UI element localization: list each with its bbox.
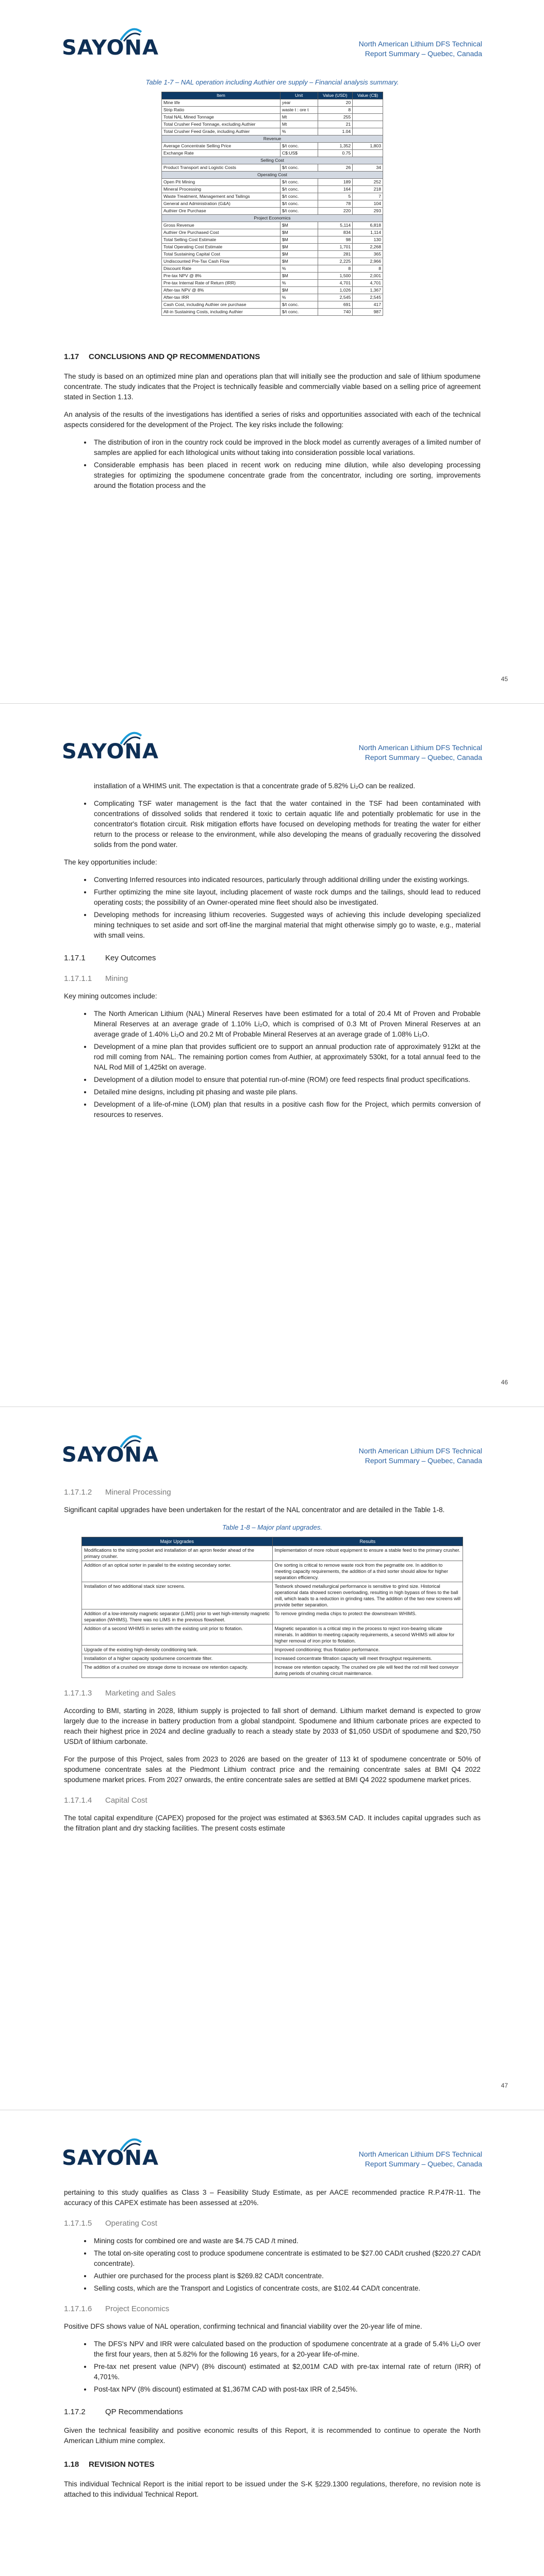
table-row: [162, 280, 383, 287]
table-cell: Magnetic separation is a critical step in the process to reject iron-bearing silicate minerals. In addition to meeting capacity requirements, a second WHIMS will allow for higher removal of iron prior to flotation.: [272, 1624, 463, 1646]
table-cell: 78: [318, 200, 353, 208]
table-cell: 220: [318, 208, 353, 215]
table-cell: 1,701: [318, 244, 353, 251]
table-header: Unit: [280, 92, 318, 99]
table-cell: year: [280, 99, 318, 107]
table-cell: 2,545: [353, 294, 383, 301]
table-cell: 1,500: [318, 273, 353, 280]
list-item: • The DFS's NPV and IRR were calculated based on the production of spodumene concentrate at a grade of 5.4% Li₂O over the first four years, then at 5.82% for the following 16 years, for a 20-year life-of-mine.: [92, 2339, 481, 2360]
table-header: Item: [162, 92, 281, 99]
table-cell: 8: [353, 265, 383, 273]
table-cell: Addition of a second WHIMS in series with the existing unit prior to flotation.: [82, 1624, 273, 1646]
table-row: [82, 1582, 463, 1609]
table-header: Value (USD): [318, 92, 353, 99]
opportunities-intro: The key opportunities include:: [64, 858, 157, 866]
mining-outcomes-list: [64, 1009, 481, 1120]
table-cell: $/t conc.: [280, 143, 318, 150]
page-46: [0, 703, 544, 1406]
table-cell: 987: [353, 309, 383, 316]
table-cell: General and Administration (G&A): [162, 200, 281, 208]
table-section-label: Selling Cost: [162, 157, 383, 164]
table-row: [162, 99, 383, 107]
table-cell: 26: [318, 164, 353, 172]
table-cell: 293: [353, 208, 383, 215]
table-row: [162, 128, 383, 135]
table-cell: 8: [318, 265, 353, 273]
table-row: [162, 251, 383, 258]
revision-notes-paragraph: This individual Technical Report is the initial report to be issued under the S-K §229.1300 regulations, therefore, no revision note is attached to this individual Technical Report.: [64, 2480, 481, 2498]
table-cell: 4,701: [353, 280, 383, 287]
operating-cost-list: [64, 2236, 481, 2294]
table-cell: 4,701: [318, 280, 353, 287]
table-cell: Upgrade of the existing high-density conditioning tank.: [82, 1646, 273, 1654]
economics-paragraph: Positive DFS shows value of NAL operation, confirming technical and financial viability over the 20-year life of mine.: [64, 2323, 422, 2330]
table-cell: Total NAL Mined Tonnage: [162, 114, 281, 121]
capex-continued-paragraph: pertaining to this study qualifies as Class 3 – Feasibility Study Estimate, as per AACE recommended practice R.P.47R-11. The accuracy of this CAPEX estimate has been assessed at ±20%.: [64, 2189, 481, 2207]
list-item: • The distribution of iron in the country rock could be improved in the block model as currently averages of a limited number of samples are applied for each lithological units without taking into consideration possible local variations.: [92, 437, 481, 458]
table-cell: Cash Cost, including Authier ore purchase: [162, 301, 281, 309]
list-item: • Pre-tax net present value (NPV) (8% discount) estimated at $2,001M CAD with pre-tax internal rate of return (IRR) of 4,701%.: [92, 2362, 481, 2382]
table-cell: Undiscounted Pre-Tax Cash Flow: [162, 258, 281, 265]
table-section-label: Project Economics: [162, 215, 383, 222]
major-plant-upgrades-table: [81, 1537, 463, 1678]
sayona-logo: SAYONA: [62, 2146, 159, 2170]
table-row: [82, 1663, 463, 1678]
table-cell: 252: [353, 179, 383, 186]
table-cell: $M: [280, 236, 318, 244]
table-cell: %: [280, 280, 318, 287]
table-cell: $M: [280, 222, 318, 229]
page-header: [0, 704, 544, 781]
table-cell: Installation of a higher capacity spodumene concentrate filter.: [82, 1654, 273, 1663]
table-cell: 1.04: [318, 128, 353, 135]
table-cell: waste t : ore t: [280, 107, 318, 114]
table-section-row: [162, 172, 383, 179]
table-cell: [353, 99, 383, 107]
key-risks-list: [64, 437, 481, 491]
table-cell: 98: [318, 236, 353, 244]
page-47: [0, 1406, 544, 2110]
report-title: North American Lithium DFS Technical Report Summary – Quebec, Canada: [358, 2150, 482, 2168]
table-cell: %: [280, 294, 318, 301]
table-cell: Installation of two additional stack sizer screens.: [82, 1582, 273, 1609]
table-row: [162, 244, 383, 251]
table-cell: C$:US$: [280, 150, 318, 157]
table-cell: To remove grinding media chips to protect the downstream WHIMS.: [272, 1609, 463, 1624]
table-cell: Total Sustaining Capital Cost: [162, 251, 281, 258]
page-number: 47: [501, 2082, 508, 2089]
report-title: North American Lithium DFS Technical Report Summary – Quebec, Canada: [358, 1447, 482, 1465]
table-row: [162, 107, 383, 114]
table-cell: $M: [280, 244, 318, 251]
table-cell: 255: [318, 114, 353, 121]
table-cell: Waste Treatment, Management and Tailings: [162, 193, 281, 200]
table-cell: 130: [353, 236, 383, 244]
list-item: • Considerable emphasis has been placed in recent work on reducing mine dilution, while also developing processing strategies for optimizing the spodumene concentrate grade from the concentrator, including ore sorting, improvements around the flotation process and the: [92, 460, 481, 491]
sayona-logo: SAYONA: [62, 1443, 159, 1467]
list-item: • Development of a mine plan that provides sufficient ore to support an annual production rate of approximately 912kt at the rod mill coming from NAL. The remaining portion comes from Authier, at approximately 530kt, for a total annual feed to the NAL Rod Mill of 1,425kt on average.: [92, 1042, 481, 1073]
table-row: [82, 1546, 463, 1561]
table-cell: After-tax NPV @ 8%: [162, 287, 281, 294]
table-cell: 2,225: [318, 258, 353, 265]
list-item: • Mining costs for combined ore and waste are $4.75 CAD /t mined.: [92, 2236, 481, 2246]
table-row: [162, 301, 383, 309]
section-1-17-1-5-heading: 1.17.1.5 Operating Cost: [64, 2219, 157, 2228]
table-cell: The addition of a crushed ore storage dome to increase ore retention capacity.: [82, 1663, 273, 1678]
list-item: • Development of a life-of-mine (LOM) plan that results in a positive cash flow for the Project, which permits conversion of resources to reserves.: [92, 1099, 481, 1120]
table-cell: 1,367: [353, 287, 383, 294]
marketing-paragraph-1: According to BMI, starting in 2028, lithium supply is projected to fall short of demand. Lithium market demand is expected to grow largely due to the increase in battery production from a global standpoint. Spodumene and lithium carbonate prices are expected to reach their highest price in 2024 and decline gradually to reach a steady state by 2033 of $1,050 USD/t of spodumene and $20,750 USD/t of lithium carbonate.: [64, 1707, 481, 1745]
section-1-17-1-heading: 1.17.1 Key Outcomes: [64, 954, 156, 962]
table-cell: Testwork showed metallurgical performance is sensitive to grind size. Historical operational data showed screen overloading, resulting in high bypass of fines to the ball mill, which leads to a reduction in grinding rates. The addition of the two new screens will provide better separation.: [272, 1582, 463, 1609]
table-cell: Increased concentrate filtration capacity will meet throughput requirements.: [272, 1654, 463, 1663]
table-cell: Total Crusher Feed Grade, including Authier: [162, 128, 281, 135]
table-cell: Exchange Rate: [162, 150, 281, 157]
table-cell: 2,001: [353, 273, 383, 280]
processing-paragraph: Significant capital upgrades have been undertaken for the restart of the NAL concentrator and are detailed in the Table 1-8.: [64, 1506, 445, 1514]
table-cell: 691: [318, 301, 353, 309]
table-cell: 1,114: [353, 229, 383, 236]
table-cell: 365: [353, 251, 383, 258]
table-section-label: Operating Cost: [162, 172, 383, 179]
table-row: [162, 114, 383, 121]
table-cell: 417: [353, 301, 383, 309]
list-item: • Further optimizing the mine site layout, including placement of waste rock dumps and the tailings, should lead to reduced operating costs; the possibility of an Owner-operated mine fleet should also be investigated.: [92, 887, 481, 908]
table-row: [82, 1561, 463, 1582]
page-header: [0, 2110, 544, 2188]
economics-list: [64, 2339, 481, 2395]
table-section-row: [162, 215, 383, 222]
table-row: [162, 294, 383, 301]
table-row: [162, 164, 383, 172]
table-cell: Implementation of more robust equipment to ensure a stable feed to the primary crusher.: [272, 1546, 463, 1561]
table-cell: Strip Ratio: [162, 107, 281, 114]
table-cell: 281: [318, 251, 353, 258]
table-cell: 6,818: [353, 222, 383, 229]
table-header: Results: [272, 1537, 463, 1546]
capex-paragraph: The total capital expenditure (CAPEX) proposed for the project was estimated at $363.5M CAD. It includes capital upgrades such as the filtration plant and dry stacking facilities. The present costs estimate: [64, 1814, 481, 1832]
list-item: • Development of a dilution model to ensure that potential run-of-mine (ROM) ore feed respects final product specifications.: [92, 1075, 481, 1085]
table-cell: [353, 121, 383, 128]
table-header: Major Upgrades: [82, 1537, 273, 1546]
table-cell: 21: [318, 121, 353, 128]
table-row: [162, 143, 383, 150]
table-cell: Discount Rate: [162, 265, 281, 273]
section-1-17-1-2-heading: 1.17.1.2 Mineral Processing: [64, 1488, 171, 1497]
table-row: [82, 1609, 463, 1624]
page-48: [0, 2110, 544, 2576]
page-number: 46: [501, 1379, 508, 1386]
table-cell: %: [280, 265, 318, 273]
table-cell: [353, 114, 383, 121]
section-1-17-1-4-heading: 1.17.1.4 Capital Cost: [64, 1796, 147, 1805]
table-cell: Addition of an optical sorter in parallel to the existing secondary sorter.: [82, 1561, 273, 1582]
table-cell: 1,352: [318, 143, 353, 150]
table-row: [162, 265, 383, 273]
table-cell: Pre-tax NPV @ 8%: [162, 273, 281, 280]
table-row: [162, 236, 383, 244]
list-item: • The North American Lithium (NAL) Mineral Reserves have been estimated for a total of 20.4 Mt of Proven and Probable Mineral Reserves at an average grade of 1.10% Li₂O, which is comprised of 0.3 Mt of Proven Mineral Reserves at an average grade of 1.40% Li₂O and 20.2 Mt of Probable Mineral Reserves at an average grade of 1.08% Li₂O.: [92, 1009, 481, 1040]
table-cell: 218: [353, 186, 383, 193]
table-cell: All-in Sustaining Costs, including Authier: [162, 309, 281, 316]
table-cell: Authier Ore Purchase: [162, 208, 281, 215]
page-header: [0, 1407, 544, 1484]
table-cell: $M: [280, 258, 318, 265]
table-cell: 5: [318, 193, 353, 200]
table-cell: 740: [318, 309, 353, 316]
table-row: [162, 121, 383, 128]
table-cell: Ore sorting is critical to remove waste rock from the pegmatite ore. In addition to meeting capacity requirements, the addition of a third sorter should allow for higher separation efficiency.: [272, 1561, 463, 1582]
table-cell: Open Pit Mining: [162, 179, 281, 186]
table-cell: $M: [280, 229, 318, 236]
marketing-paragraph-2: For the purpose of this Project, sales from 2023 to 2026 are based on the greater of 113 kt of spodumene concentrate or 50% of spodumene concentrate sales at the Piedmont Lithium contract price and the remaining concentrate sales at BMI Q4 2022 spodumene market prices. From 2027 onwards, the entire concentrate sales are settled at BMI Q4 2022 spodumene market prices.: [64, 1755, 481, 1784]
table-cell: $M: [280, 251, 318, 258]
section-1-17-1-3-heading: 1.17.1.3 Marketing and Sales: [64, 1689, 176, 1698]
section-1-17-1-1-heading: 1.17.1.1 Mining: [64, 974, 128, 983]
table-row: [162, 150, 383, 157]
table-cell: 0.75: [318, 150, 353, 157]
table-cell: Modifications to the sizing pocket and installation of an apron feeder ahead of the primary crusher.: [82, 1546, 273, 1561]
table-cell: Mineral Processing: [162, 186, 281, 193]
table-cell: 2,545: [318, 294, 353, 301]
table-cell: $M: [280, 273, 318, 280]
list-item: • Detailed mine designs, including pit phasing and waste pile plans.: [92, 1087, 481, 1097]
table-cell: 8: [318, 107, 353, 114]
table-cell: 189: [318, 179, 353, 186]
table-cell: 2,966: [353, 258, 383, 265]
table-cell: Increase ore retention capacity. The crushed ore pile will feed the rod mill feed conveyor during periods of crushing circuit maintenance.: [272, 1663, 463, 1678]
table-cell: Mt: [280, 114, 318, 121]
section-1-18-heading: 1.18 REVISION NOTES: [64, 2460, 155, 2469]
table-header: Value (C$): [353, 92, 383, 99]
table-row: [162, 208, 383, 215]
table-cell: $M: [280, 287, 318, 294]
table-cell: Average Concentrate Selling Price: [162, 143, 281, 150]
logo-swoosh-icon: [120, 27, 142, 42]
table-row: [82, 1624, 463, 1646]
financial-summary-table: [161, 92, 383, 316]
table-cell: $/t conc.: [280, 179, 318, 186]
table-row: [162, 287, 383, 294]
logo-swoosh-icon: [120, 2137, 142, 2153]
list-item: • Developing methods for increasing lithium recoveries. Suggested ways of achieving this include developing specialized mining techniques to set aside and sort off-line the marginal material that might otherwise simply go to waste, e.g., material with small veins.: [92, 910, 481, 941]
table-cell: 1,026: [318, 287, 353, 294]
table-cell: 104: [353, 200, 383, 208]
table-cell: [353, 128, 383, 135]
table-cell: After-tax IRR: [162, 294, 281, 301]
section-1-17-1-6-heading: 1.17.1.6 Project Economics: [64, 2304, 170, 2313]
table-cell: $/t conc.: [280, 186, 318, 193]
table-cell: %: [280, 128, 318, 135]
section-1-17-heading: 1.17 CONCLUSIONS AND QP RECOMMENDATIONS: [64, 352, 260, 361]
list-item: • Authier ore purchased for the process plant is $269.82 CAD/t concentrate.: [92, 2271, 481, 2281]
table-cell: 5,114: [318, 222, 353, 229]
table-cell: [353, 107, 383, 114]
table-cell: [353, 150, 383, 157]
report-title: North American Lithium DFS Technical Report Summary – Quebec, Canada: [358, 743, 482, 761]
table-cell: Improved conditioning; thus flotation performance.: [272, 1646, 463, 1654]
table-cell: Mt: [280, 121, 318, 128]
table-row: [162, 179, 383, 186]
table-row: [82, 1646, 463, 1654]
table-cell: $/t conc.: [280, 301, 318, 309]
table-cell: 20: [318, 99, 353, 107]
list-item: • The total on-site operating cost to produce spodumene concentrate is estimated to be $27.00 CAD/t crushed ($220.27 CAD/t concentrate).: [92, 2248, 481, 2269]
sayona-logo: SAYONA: [62, 36, 159, 60]
table-cell: 1,803: [353, 143, 383, 150]
mining-intro: Key mining outcomes include:: [64, 992, 157, 1000]
table-row: [162, 258, 383, 265]
table-section-row: [162, 135, 383, 143]
table-cell: 834: [318, 229, 353, 236]
page-number: 45: [501, 675, 508, 683]
table-row: [162, 186, 383, 193]
tsf-list: [64, 799, 481, 850]
table-cell: Addition of a low-intensity magnetic separator (LIMS) prior to wet high-intensity magnetic separation (WHIMS). There was no LIMS in the previous flowsheet.: [82, 1609, 273, 1624]
opportunities-list: [64, 875, 481, 941]
section-1-17-2-heading: 1.17.2 QP Recommendations: [64, 2408, 183, 2416]
page-header: [0, 0, 544, 77]
table-row: [162, 200, 383, 208]
conclusions-paragraph-2: An analysis of the results of the investigations has identified a series of risks and opportunities associated with each of the technical aspects considered for the development of the Project. The key risks include the following:: [64, 411, 481, 429]
report-title: North American Lithium DFS Technical Report Summary – Quebec, Canada: [358, 40, 482, 58]
table-row: [162, 229, 383, 236]
qp-recommendations-paragraph: Given the technical feasibility and positive economic results of this Report, it is recommended to continue to operate the North American Lithium mine complex.: [64, 2427, 481, 2445]
table-section-row: [162, 157, 383, 164]
conclusions-paragraph-1: The study is based on an optimized mine plan and operations plan that will initially see the production and sale of lithium spodumene concentrate. The study indicates that the Project is technically feasible and commercially viable based on a selling price of agreement stated in Section 1.13.: [64, 372, 481, 401]
list-item: • Selling costs, which are the Transport and Logistics of concentrate costs, are $102.44 CAD/t concentrate.: [92, 2283, 481, 2294]
table-cell: Product Transport and Logistic Costs: [162, 164, 281, 172]
table-cell: Pre-tax Internal Rate of Return (IRR): [162, 280, 281, 287]
table-section-label: Revenue: [162, 135, 383, 143]
table-1-8-caption: Table 1-8 – Major plant upgrades.: [222, 1523, 322, 1531]
table-cell: 34: [353, 164, 383, 172]
table-cell: Total Operating Cost Estimate: [162, 244, 281, 251]
table-row: [162, 309, 383, 316]
table-cell: 164: [318, 186, 353, 193]
table-cell: $/t conc.: [280, 164, 318, 172]
list-item: • Complicating TSF water management is the fact that the water contained in the TSF had been contaminated with concentrations of dissolved solids that rendered it toxic to certain aquatic life and potentially problematic for use in the concentrator's flotation circuit. Risk mitigation efforts have focused on developing methods for treating the water for either return to the process or release to the environment, while also developing the means of gradually recovering the dissolved solids from the pond water.: [92, 799, 481, 850]
list-item: • Converting Inferred resources into indicated resources, particularly through additional drilling under the existing workings.: [92, 875, 481, 885]
table-row: [162, 273, 383, 280]
table-cell: $/t conc.: [280, 208, 318, 215]
table-cell: Total Crusher Feed Tonnage, excluding Authier: [162, 121, 281, 128]
table-cell: $/t conc.: [280, 193, 318, 200]
table-row: [162, 222, 383, 229]
logo-swoosh-icon: [120, 1434, 142, 1449]
page-45: [0, 0, 544, 703]
table-cell: Mine life: [162, 99, 281, 107]
table-cell: Authier Ore Purchased Cost: [162, 229, 281, 236]
table-cell: Gross Revenue: [162, 222, 281, 229]
continued-list: [64, 781, 481, 791]
list-item: installation of a WHIMS unit. The expectation is that a concentrate grade of 5.82% Li₂O can be realized.: [94, 782, 416, 790]
table-cell: Total Selling Cost Estimate: [162, 236, 281, 244]
table-1-7-caption: Table 1-7 – NAL operation including Authier ore supply – Financial analysis summary.: [145, 78, 399, 86]
table-cell: 2,268: [353, 244, 383, 251]
table-row: [82, 1654, 463, 1663]
table-cell: $/t conc.: [280, 200, 318, 208]
table-cell: $/t conc.: [280, 309, 318, 316]
list-item: • Post-tax NPV (8% discount) estimated at $1,367M CAD with post-tax IRR of 2,545%.: [92, 2384, 481, 2395]
table-cell: 7: [353, 193, 383, 200]
sayona-logo: SAYONA: [62, 740, 159, 764]
logo-swoosh-icon: [120, 731, 142, 746]
table-row: [162, 193, 383, 200]
